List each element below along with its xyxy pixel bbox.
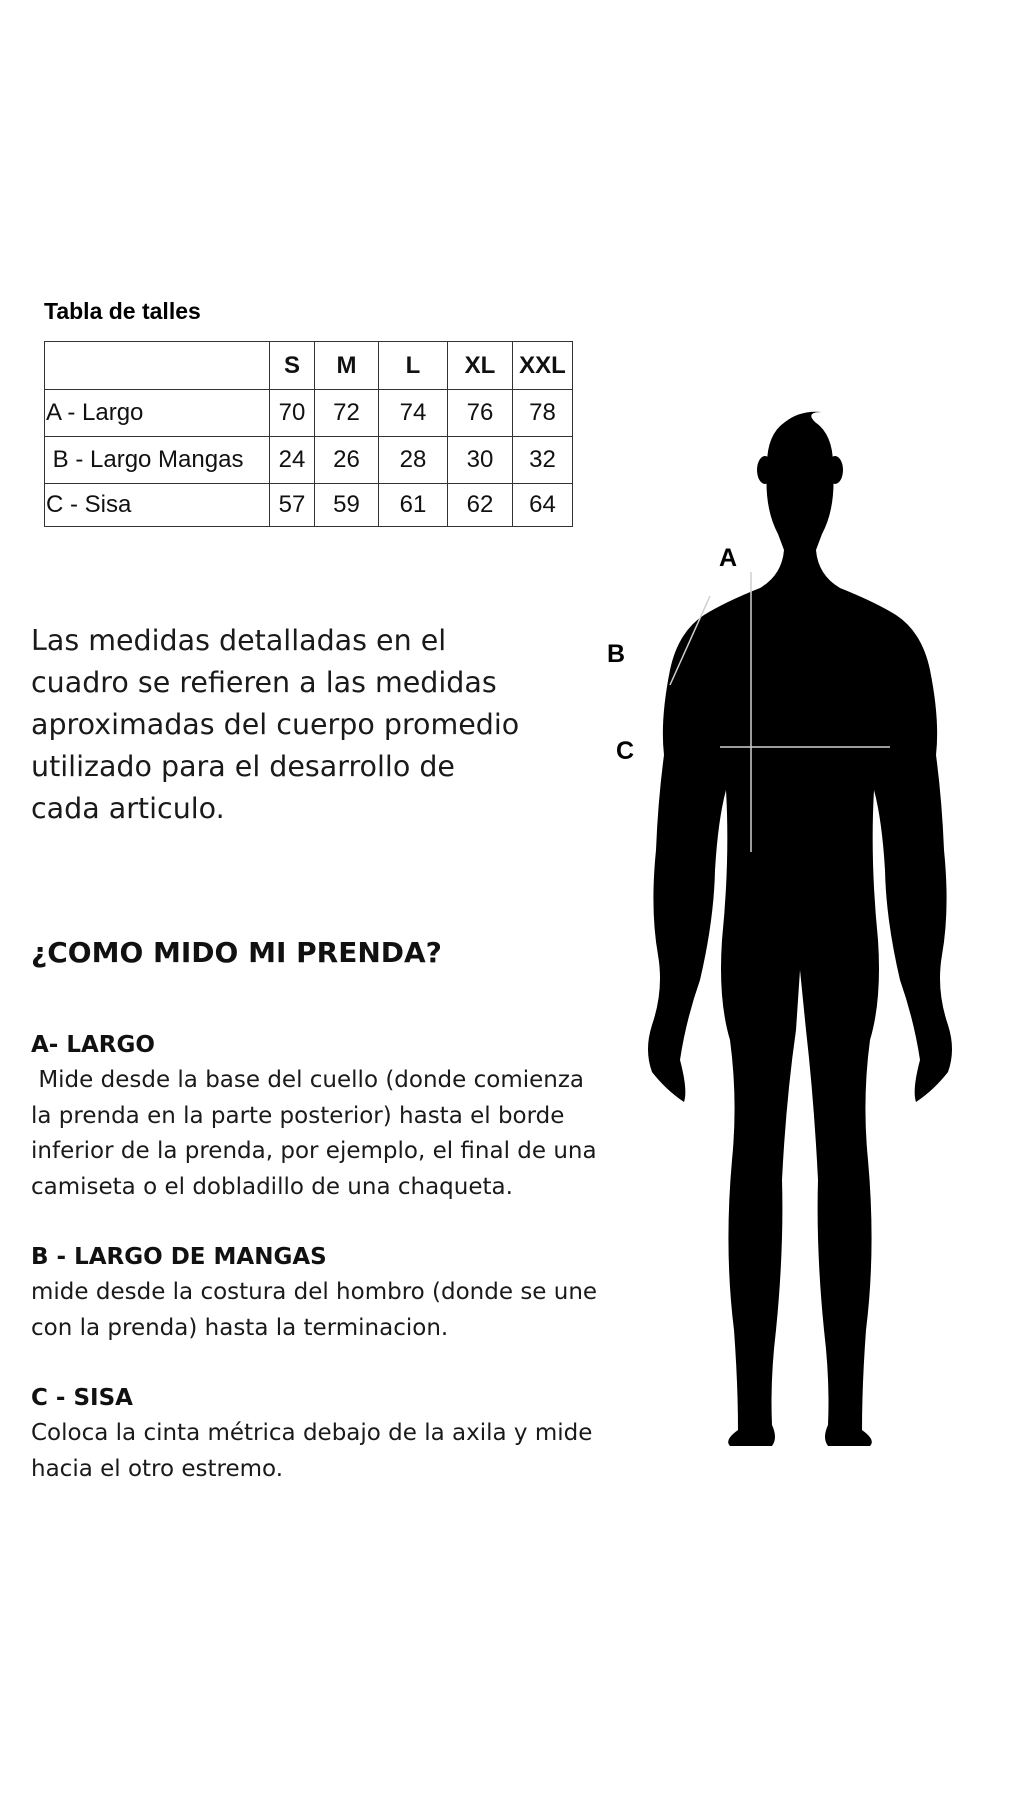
body-silhouette-figure	[600, 400, 1000, 1470]
intro-paragraph: Las medidas detalladas en el cuadro se refieren a las medidas aproximadas del cuerpo promedio utilizado para el desarrollo de cada articulo.	[31, 624, 520, 825]
header-cell-m: M	[315, 342, 379, 390]
section-heading-largo-mangas: B - LARGO DE MANGAS	[31, 1244, 327, 1270]
section-heading-sisa: C - SISA	[31, 1385, 133, 1411]
row-label-largo: A - Largo	[45, 390, 270, 437]
how-to-measure-title: ¿COMO MIDO MI PRENDA?	[31, 936, 442, 969]
section-text-largo-mangas: mide desde la costura del hombro (donde se une con la prenda) hasta la terminacion.	[31, 1279, 605, 1341]
table-cell: 72	[315, 390, 379, 437]
size-table	[44, 341, 573, 527]
table-cell: 59	[315, 484, 379, 527]
section-heading-largo: A- LARGO	[31, 1032, 155, 1058]
table-row	[45, 437, 573, 484]
table-cell: 61	[379, 484, 448, 527]
section-text-sisa: Coloca la cinta métrica debajo de la axila y mide hacia el otro estremo.	[31, 1420, 600, 1482]
section-largo	[31, 1028, 604, 1205]
row-label-sisa: C - Sisa	[45, 484, 270, 527]
table-cell: 57	[270, 484, 315, 527]
header-cell-xxl: XXL	[513, 342, 573, 390]
header-cell-s: S	[270, 342, 315, 390]
section-text-largo: Mide desde la base del cuello (donde comienza la prenda en la parte posterior) hasta el borde inferior de la prenda, por ejemplo, el final de una camiseta o el dobladillo de una chaqueta.	[31, 1067, 604, 1200]
table-cell: 26	[315, 437, 379, 484]
table-cell: 62	[448, 484, 513, 527]
marker-a-label: A	[719, 544, 738, 572]
header-cell-l: L	[379, 342, 448, 390]
header-cell-empty	[45, 342, 270, 390]
table-row	[45, 484, 573, 527]
section-sisa	[31, 1381, 601, 1487]
silhouette-shape	[648, 412, 952, 1446]
table-cell: 78	[513, 390, 573, 437]
table-cell: 64	[513, 484, 573, 527]
table-row	[45, 390, 573, 437]
table-cell: 32	[513, 437, 573, 484]
table-cell: 74	[379, 390, 448, 437]
marker-b-label: B	[607, 640, 626, 668]
table-cell: 28	[379, 437, 448, 484]
table-cell: 70	[270, 390, 315, 437]
size-table-title: Tabla de talles	[44, 298, 201, 324]
section-largo-mangas	[31, 1240, 605, 1346]
marker-c-label: C	[616, 737, 635, 765]
table-cell: 30	[448, 437, 513, 484]
table-cell: 76	[448, 390, 513, 437]
table-cell: 24	[270, 437, 315, 484]
size-table-header-row	[45, 342, 573, 390]
header-cell-xl: XL	[448, 342, 513, 390]
row-label-largo-mangas: B - Largo Mangas	[45, 437, 270, 484]
body-silhouette	[600, 400, 1000, 1470]
